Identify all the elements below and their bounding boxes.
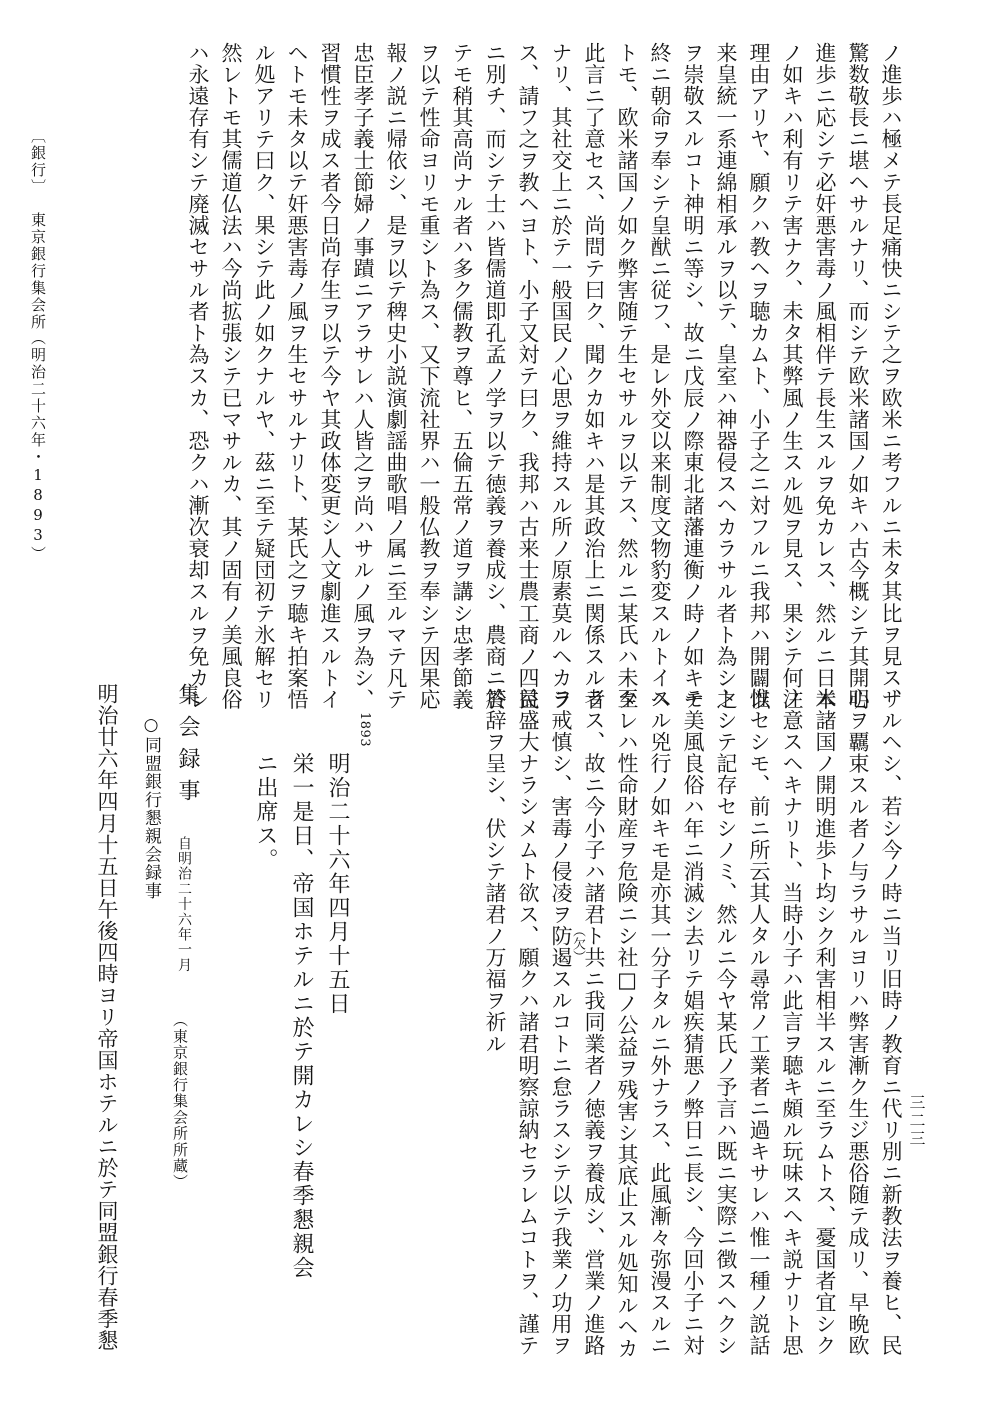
upper-text-line: 来皇統一系連綿相承ルヲ以テ、皇室ハ神器侵スヘカラサル者ト為シ之 [714,42,738,711]
year-annotation: 1893 [357,712,372,748]
sidebar-bracket-label: 〔銀行〕 [29,128,47,196]
upper-text-line: 忠臣孝子義士節婦ノ事蹟ニアラサレハ人皆之ヲ尚ハサルノ風ヲ為シ、 [351,42,375,711]
item-title: ○同盟銀行懇親会録事 [141,715,161,900]
lower-right-text-line: ヲ戒慎シ、害毒ノ侵凌ヲ防遏スルコトニ怠ラスシテ以テ我業ノ功用ヲ [549,688,573,1357]
upper-text-line: ハ永遠存有シテ廃滅セサル者ト為スカ、恐クハ漸次衰却スルヲ免カレ [186,42,210,711]
lower-right-text-line: 米諸国ノ開明進歩ト均シク利害相半スルニ至ラムトス、憂国者宜シク [813,688,837,1357]
upper-text-line: 終ニ朝命ヲ奉シテ皇猷ニ従フ、是レ外交以来制度文物豹変スルトイヘ [648,42,672,711]
lower-right-text-line: テ美風良俗ハ年ニ消滅シ去リテ娼疾猜悪ノ弊日ニ長シ、今回小子ニ対 [681,688,705,1357]
lower-right-text-line: 至レハ性命財産ヲ危険ニシ社□ノ公益ヲ残害シ其底止スル処知ルヘカ [615,688,639,1360]
lower-right-text-line: 益盛大ナラシメムト欲ス、願クハ諸君明察諒納セラレムコトヲ、謹テ [516,688,540,1357]
upper-text-line: ヲ崇敬スルコト神明ニ等シ、故ニ戊辰ノ際東北諸藩連衡ノ時ノ如キモ [681,42,705,711]
date-heading: 明治二十六年四月十五日 [325,752,350,1016]
lower-right-text-line: 惟セシモ、前ニ所云其人タル尋常ノ工業者ニ過キサレハ惟一種ノ説話 [747,688,771,1357]
lower-right-text-line: ラス、故ニ今小子ハ諸君ト共ニ我同業者ノ徳義ヲ養成シ、営業ノ進路 [582,688,606,1357]
upper-text-line: テモ稍其高尚ナル者ハ多ク儒教ヲ尊ヒ、五倫五常ノ道ヲ講シ忠孝節義 [450,42,474,711]
page-number: 三二三 [907,1094,926,1148]
upper-text-line: ス、請フ之ヲ教ヘヨト、小子又対テ曰ク、我邦ハ古来士農工商ノ四民 [516,42,540,711]
upper-text-line: ノ進歩ハ極メテ長足痛快ニシテ之ヲ欧米ニ考フルニ未タ其比ヲ見ス、 [879,42,903,711]
upper-text-line: 此言ニ了意セス、尚問テ曰ク、聞クカ如キハ是其政治上ニ関係スル者 [582,42,606,711]
lower-right-text-line: 答辞ヲ呈シ、伏シテ諸君ノ万福ヲ祈ル [483,688,507,1055]
source-note: （東京銀行集会所所蔵） [171,1012,189,1191]
entry-line-2: ニ出席ス。 [253,752,278,872]
record-title: 集会録事 [175,683,200,811]
lower-right-text-line: スル兇行ノ如キモ是亦其一分子タルニ外ナラス、此風漸々弥漫スルニ [648,688,672,1357]
lower-right-text-line: 心ヲ覊束スル者ノ与ラサルヨリハ弊害漸ク生ジ悪俗随テ成リ、早晩欧 [846,688,870,1357]
upper-text-line: 然レトモ其儒道仏法ハ今尚拡張シテ已マサルカ、其ノ固有ノ美風良俗 [219,42,243,711]
upper-text-line: 理由アリヤ、願クハ教ヘヲ聴カムト、小子之ニ対フルニ我邦ハ開闢以 [747,42,771,711]
entry-line-1: 栄一是日、帝国ホテルニ於テ開カレシ春季懇親会 [289,752,314,1280]
record-period: 自明治二十六年一月 [176,836,192,973]
item-text: 明治廿六年四月十五日午後四時ヨリ帝国ホテルニ於テ同盟銀行春季懇 [95,683,119,1352]
upper-text-line: ニ別チ、而シテ士ハ皆儒道即孔孟ノ学ヲ以テ徳義ヲ養成シ、農商ニ於 [483,42,507,711]
lower-right-text-line: サルヘシ、若シ今ノ時ニ当リ旧時ノ教育ニ代リ別ニ新教法ヲ養ヒ、民 [879,688,903,1357]
upper-text-line: ヲ以テ性命ヨリモ重シト為ス、又下流社界ハ一般仏教ヲ奉シテ因果応 [417,42,441,711]
lower-right-text-line: トシテ記存セシノミ、然ルニ今ヤ某氏ノ予言ハ既ニ実際ニ徴スヘクシ [714,688,738,1357]
missing-text-mark: （欠） [570,924,585,963]
lower-right-text-line: 注意スヘキナリト、当時小子ハ此言ヲ聴キ頗ル玩味スヘキ説ナリト思 [780,688,804,1357]
upper-text-line: 習慣性ヲ成ス者今日尚存生ヲ以テ今ヤ其政体変更シ人文劇進スルトイ [318,42,342,711]
upper-text-line: ノ如キハ利有リテ害ナク、未タ其弊風ノ生スル処ヲ見ス、果シテ何ノ [780,42,804,711]
upper-text-line: トモ、欧米諸国ノ如ク弊害随テ生セサルヲ以テス、然ルニ某氏ハ未タ [615,42,639,711]
upper-text-line: 報ノ説ニ帰依シ、是ヲ以テ稗史小説演劇謡曲歌唱ノ属ニ至ルマテ凡テ [384,42,408,711]
upper-text-line: ル処アリテ曰ク、果シテ此ノ如クナルヤ、茲ニ至テ疑団初テ氷解セリ [252,42,276,711]
upper-text-line: 進歩ニ応シテ必奸悪害毒ノ風相伴テ長生スルヲ免カレス、然ルニ日本 [813,42,837,711]
sidebar-institution: 東京銀行集会所 [29,212,47,331]
sidebar-period: （明治二十六年・1893） [29,330,47,563]
upper-text-line: ナリ、其社交上ニ於テ一般国民ノ心思ヲ維持スル所ノ原素莫ルヘカラ [549,42,573,711]
upper-text-line: 驚数敬長ニ堪ヘサルナリ、而シテ欧米諸国ノ如キハ古今概シテ其開明 [846,42,870,711]
upper-text-line: ヘトモ未タ以テ奸悪害毒ノ風ヲ生セサルナリト、某氏之ヲ聴キ拍案悟 [285,42,309,711]
